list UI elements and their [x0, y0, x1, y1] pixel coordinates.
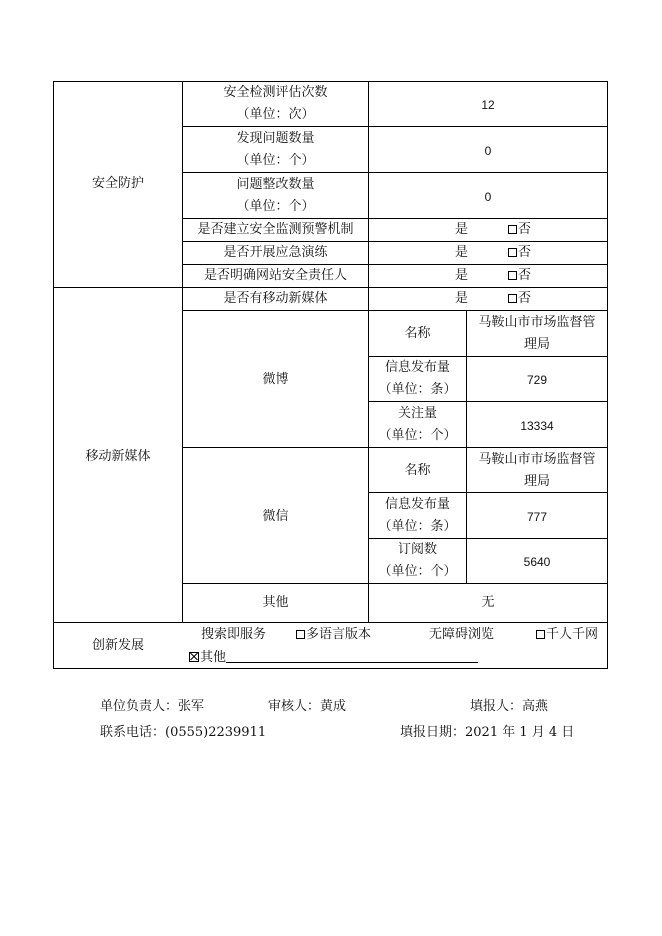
- issues-fixed-unit: （单位：个）: [236, 199, 315, 214]
- issues-found-value: 0: [484, 144, 492, 158]
- wechat-name-label: 名称: [404, 463, 431, 478]
- weibo-followers-label: 关注量: [397, 406, 437, 421]
- wechat-posts-label: 信息发布量: [384, 497, 450, 512]
- warning-no-option: 否: [508, 222, 531, 238]
- section-security-label: 安全防护: [91, 176, 144, 191]
- section-media-label: 移动新媒体: [85, 449, 151, 464]
- checkbox-icon: [296, 630, 305, 639]
- media-yes-option: 是: [455, 291, 469, 306]
- drill-no-option: 否: [508, 245, 531, 261]
- security-checks-unit: （单位：次）: [236, 107, 315, 122]
- wechat-subscribers-unit: （单位：个）: [378, 564, 457, 579]
- wechat-label: 微信: [262, 509, 289, 524]
- media-no-option: 否: [508, 291, 531, 307]
- officer-no-option: 否: [508, 268, 531, 284]
- checkbox-icon: [536, 630, 545, 639]
- footer-reviewer: 审核人：黄成: [268, 699, 347, 714]
- other-media-value: 无: [481, 595, 495, 610]
- checkbox-icon: [508, 271, 517, 280]
- weibo-posts-unit: （单位：条）: [378, 382, 457, 397]
- weibo-name-label: 名称: [404, 326, 431, 341]
- security-checks-label: 安全检测评估次数: [223, 85, 328, 100]
- weibo-posts-value: 729: [526, 373, 548, 387]
- wechat-posts-unit: （单位：条）: [378, 519, 457, 534]
- wechat-subscribers-value: 5640: [523, 555, 551, 569]
- weibo-posts-label: 信息发布量: [384, 360, 450, 375]
- question-security-officer: 是否明确网站安全责任人: [203, 268, 347, 283]
- issues-fixed-label: 问题整改数量: [236, 177, 315, 192]
- section-innovation-label: 创新发展: [91, 638, 144, 653]
- question-has-media: 是否有移动新媒体: [223, 291, 328, 306]
- option-search-service: 搜索即服务: [201, 627, 267, 642]
- checked-checkbox-icon: [189, 652, 199, 662]
- footer-phone: 联系电话：(0555)2239911: [100, 725, 267, 740]
- checkbox-icon: [508, 225, 517, 234]
- issues-found-unit: （单位：个）: [236, 153, 315, 168]
- drill-yes-option: 是: [455, 245, 469, 260]
- weibo-name-line2: 理局: [523, 337, 550, 352]
- option-multilingual: 多语言版本: [296, 627, 371, 643]
- other-media-label: 其他: [262, 595, 289, 610]
- security-checks-value: 12: [481, 98, 495, 112]
- other-blank-line: [226, 650, 478, 663]
- question-emergency-drill: 是否开展应急演练: [223, 245, 328, 260]
- weibo-label: 微博: [262, 372, 289, 387]
- wechat-posts-value: 777: [526, 510, 548, 524]
- wechat-subscribers-label: 订阅数: [397, 542, 437, 557]
- checkbox-icon: [508, 294, 517, 303]
- warning-yes-option: 是: [455, 222, 469, 237]
- footer-filler: 填报人：高燕: [470, 699, 549, 714]
- question-warning-mechanism: 是否建立安全监测预警机制: [197, 222, 354, 237]
- wechat-name-line2: 理局: [523, 474, 550, 489]
- option-other: 其他: [189, 650, 478, 666]
- footer-responsible: 单位负责人：张军: [100, 699, 205, 714]
- weibo-followers-unit: （单位：个）: [378, 428, 457, 443]
- issues-fixed-value: 0: [484, 190, 492, 204]
- option-accessibility: 无障碍浏览: [429, 627, 495, 642]
- issues-found-label: 发现问题数量: [236, 131, 315, 146]
- wechat-name-line1: 马鞍山市市场监督管: [478, 452, 596, 467]
- option-personalized: 千人千网: [536, 627, 598, 643]
- footer-date: 填报日期：2021 年 1 月 4 日: [400, 725, 575, 740]
- checkbox-icon: [508, 248, 517, 257]
- officer-yes-option: 是: [455, 268, 469, 283]
- weibo-name-line1: 马鞍山市市场监督管: [478, 315, 596, 330]
- weibo-followers-value: 13334: [520, 419, 554, 433]
